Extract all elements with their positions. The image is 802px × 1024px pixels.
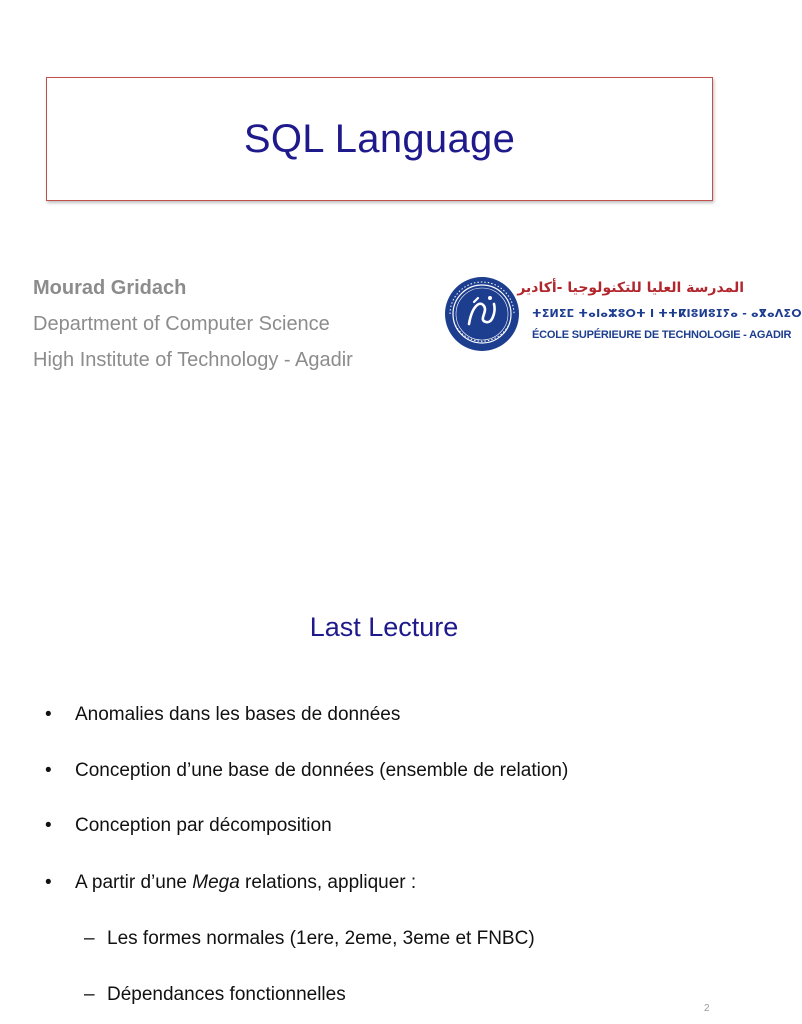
- department-name: Department of Computer Science: [33, 313, 330, 335]
- slide-title: SQL Language: [243, 116, 516, 161]
- list-item: [45, 815, 332, 837]
- list-item: [84, 984, 346, 1006]
- page-number: 2: [704, 1003, 710, 1014]
- list-item: [84, 928, 535, 950]
- institute-name: High Institute of Technology - Agadir: [33, 349, 353, 371]
- bullet-text: Les formes normales (1ere, 2eme, 3eme et FNBC): [107, 928, 535, 949]
- bullet-text-prefix: A partir d’une: [75, 872, 193, 893]
- bullet-marker: •: [45, 872, 52, 893]
- bullet-text: Conception d’une base de données (ensemble de relation): [75, 760, 569, 781]
- bullet-text-suffix: relations, appliquer :: [239, 872, 417, 893]
- dash-marker: –: [84, 984, 95, 1005]
- logo-french-text: ÉCOLE SUPÉRIEURE DE TECHNOLOGIE - AGADIR: [532, 329, 792, 341]
- section-title: Last Lecture: [309, 612, 459, 642]
- bullet-text-emphasis: Mega: [192, 872, 240, 893]
- logo-tifinagh-text: ⵜⵉⵍⵉⵎ ⵜⴰⵏⴰⵣⵓⵔⵜ ⵏ ⵜⵜⴽⵏⵓⵍⵓⵊⵢⴰ - ⴰⴳⴰⴷⵉⵔ: [532, 307, 802, 320]
- author-name: Mourad Gridach: [33, 277, 187, 299]
- bullet-marker: •: [45, 815, 52, 836]
- bullet-marker: •: [45, 760, 52, 781]
- bullet-text: Anomalies dans les bases de données: [75, 704, 401, 725]
- list-item: [45, 760, 569, 782]
- list-item: [45, 704, 401, 726]
- logo-arabic-text: المدرسة العليا للتكنولوجيا -أكادير: [517, 280, 744, 296]
- bullet-text: Dépendances fonctionnelles: [107, 984, 346, 1005]
- list-item: [45, 872, 417, 894]
- dash-marker: –: [84, 928, 95, 949]
- bullet-marker: •: [45, 704, 52, 725]
- bullet-text: Conception par décomposition: [75, 815, 332, 836]
